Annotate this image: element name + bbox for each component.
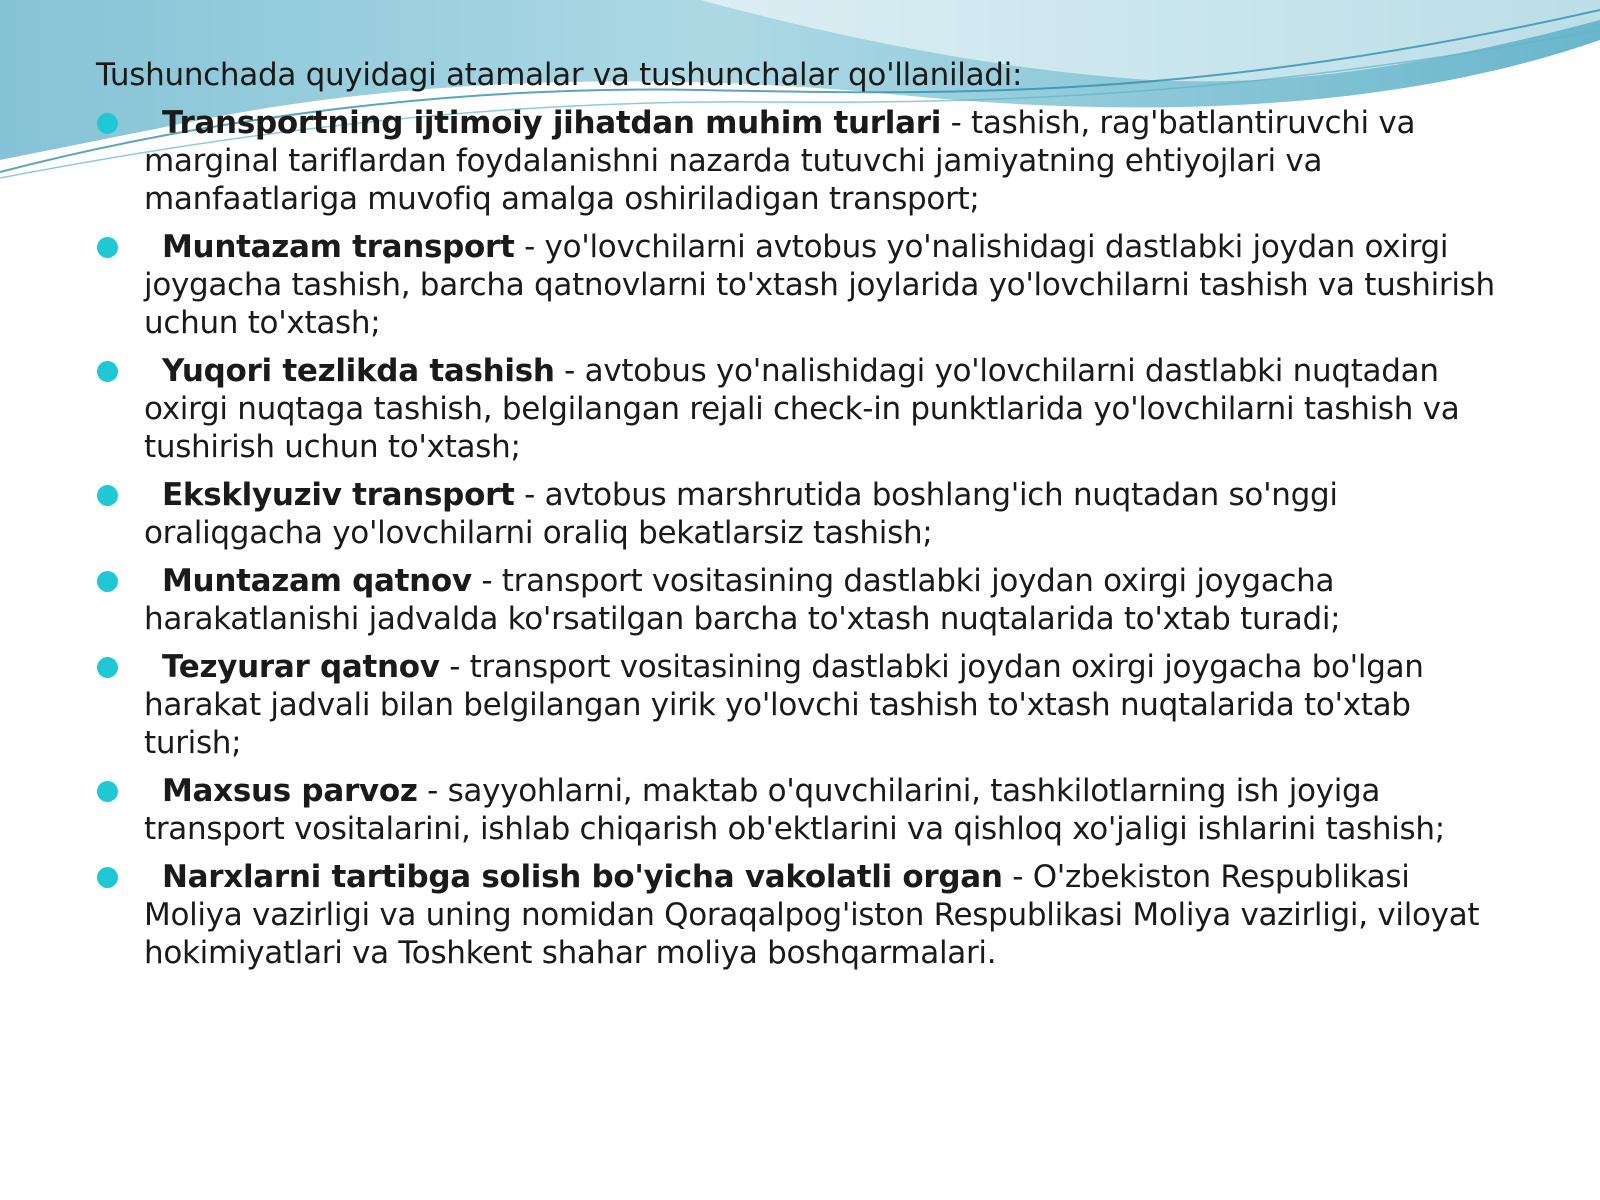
- bullet-icon: [97, 485, 118, 506]
- term-item: [96, 562, 1496, 638]
- term-definition: - transport vositasining dastlabki joydan oxirgi joygacha harakatlanishi jadvalda ko'rsatilgan barcha to'xtash nuqtalarida to'xtab turadi;: [144, 563, 1341, 637]
- term-name: Narxlarni tartibga solish bo'yicha vakolatli organ: [162, 859, 1003, 895]
- term-name: Eksklyuziv transport: [162, 477, 515, 513]
- term-item: [96, 648, 1496, 762]
- term-name: Muntazam transport: [162, 229, 515, 265]
- term-definition: - transport vositasining dastlabki joydan oxirgi joygacha bo'lgan harakat jadvali bilan belgilangan yirik yo'lovchi tashish to'xtash nuqtalarida to'xtab turish;: [144, 649, 1424, 761]
- term-name: Maxsus parvoz: [162, 773, 418, 809]
- slide-content: [96, 56, 1496, 982]
- bullet-icon: [97, 361, 118, 382]
- bullet-icon: [97, 781, 118, 802]
- term-item: [96, 352, 1496, 466]
- term-definition: - O'zbekiston Respublikasi Moliya vazirligi va uning nomidan Qoraqalpog'iston Respublikasi Moliya vazirligi, viloyat hokimiyatlari va Toshkent shahar moliya boshqarmalari.: [144, 859, 1480, 971]
- bullet-icon: [97, 237, 118, 258]
- term-definition: - sayyohlarni, maktab o'quvchilarini, tashkilotlarning ish joyiga transport vositalarini, ishlab chiqarish ob'ektlarini va qishloq xo'jaligi ishlarini tashish;: [144, 773, 1445, 847]
- bullet-icon: [97, 867, 118, 888]
- term-item: [96, 858, 1496, 972]
- term-item: [96, 772, 1496, 848]
- term-item: [96, 104, 1496, 218]
- term-definition: - avtobus yo'nalishidagi yo'lovchilarni dastlabki nuqtadan oxirgi nuqtaga tashish, belgilangan rejali check-in punktlarida yo'lovchilarni tashish va tushirish uchun to'xtash;: [144, 353, 1460, 465]
- term-name: Transportning ijtimoiy jihatdan muhim turlari: [162, 105, 942, 141]
- terms-list: [96, 104, 1496, 972]
- term-item: [96, 228, 1496, 342]
- intro-text: Tushunchada quyidagi atamalar va tushunchalar qo'llaniladi:: [96, 57, 1023, 93]
- bullet-icon: [97, 657, 118, 678]
- term-name: Yuqori tezlikda tashish: [162, 353, 555, 389]
- bullet-icon: [97, 113, 118, 134]
- term-definition: - yo'lovchilarni avtobus yo'nalishidagi dastlabki joydan oxirgi joygacha tashish, barcha qatnovlarni to'xtash joylarida yo'lovchilarni tashish va tushirish uchun to'xtash;: [144, 229, 1495, 341]
- bullet-icon: [97, 571, 118, 592]
- term-name: Tezyurar qatnov: [162, 649, 440, 685]
- term-name: Muntazam qatnov: [162, 563, 472, 599]
- term-definition: - avtobus marshrutida boshlang'ich nuqtadan so'nggi oraliqgacha yo'lovchilarni oraliq bekatlarsiz tashish;: [144, 477, 1338, 551]
- term-item: [96, 476, 1496, 552]
- term-definition: - tashish, rag'batlantiruvchi va marginal tariflardan foydalanishni nazarda tutuvchi jamiyatning ehtiyojlari va manfaatlariga muvofiq amalga oshiriladigan transport;: [144, 105, 1416, 217]
